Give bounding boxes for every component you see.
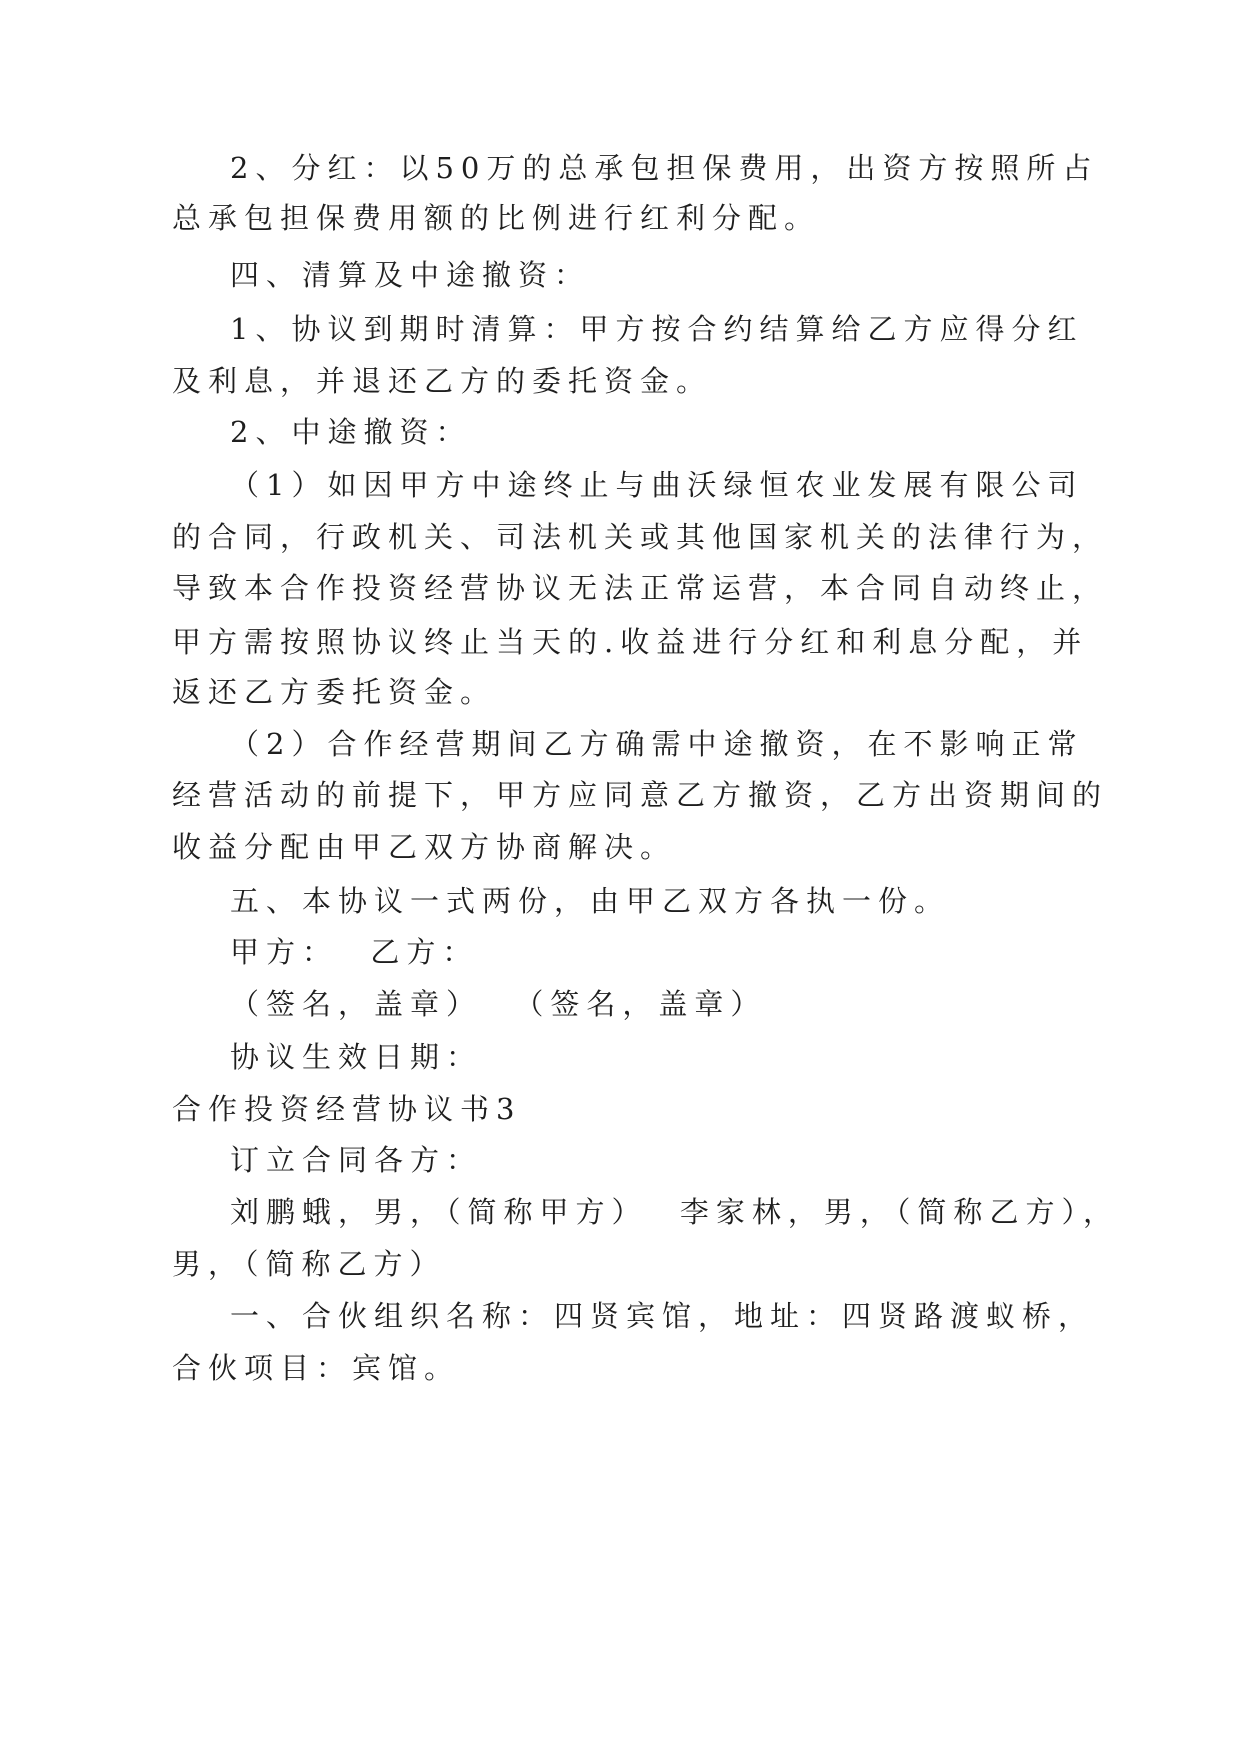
parties-line-1: 刘鹏蛾，男，（简称甲方） 李家林，男，（简称乙方）， (230, 1195, 1119, 1229)
clause-4-2-1-line-2: 的合同，行政机关、司法机关或其他国家机关的法律行为， (172, 520, 1109, 554)
clause-4-2-1-line-1: （1）如因甲方中途终止与曲沃绿恒农业发展有限公司 (230, 468, 1084, 502)
clause-4-2-2-line-3: 收益分配由甲乙双方协商解决。 (172, 830, 677, 864)
signature-stamp-labels: （签名，盖章） （签名，盖章） (230, 987, 767, 1021)
clause-3-2-dividend-line-2: 总承包担保费用额的比例进行红利分配。 (172, 201, 821, 235)
clause-4-2-1-line-3: 导致本合作投资经营协议无法正常运营，本合同自动终止， (172, 571, 1109, 605)
section-5-line: 五、本协议一式两份，由甲乙双方各执一份。 (230, 884, 951, 918)
article-1-line-2: 合伙项目：宾馆。 (172, 1351, 461, 1385)
clause-4-2-2-line-1: （2）合作经营期间乙方确需中途撤资，在不影响正常 (230, 727, 1084, 761)
clause-4-1-line-2: 及利息，并退还乙方的委托资金。 (172, 364, 713, 398)
agreement-3-title: 合作投资经营协议书3 (172, 1092, 522, 1126)
clause-4-2-2-line-2: 经营活动的前提下，甲方应同意乙方撤资，乙方出资期间的 (172, 778, 1109, 812)
contracting-parties-heading: 订立合同各方： (230, 1143, 483, 1177)
clause-4-2-heading: 2、中途撤资： (230, 415, 472, 449)
clause-4-2-1-line-4: 甲方需按照协议终止当天的.收益进行分红和利息分配，并 (172, 625, 1089, 659)
clause-4-2-1-line-5: 返还乙方委托资金。 (172, 675, 497, 709)
clause-3-2-dividend-line-1: 2、分红：以50万的总承包担保费用，出资方按照所占 (230, 151, 1099, 185)
clause-4-1-line-1: 1、协议到期时清算：甲方按合约结算给乙方应得分红 (230, 312, 1084, 346)
effective-date-label: 协议生效日期： (230, 1040, 483, 1074)
section-4-heading: 四、清算及中途撤资： (230, 258, 591, 292)
signature-parties: 甲方： 乙方： (230, 935, 479, 969)
parties-line-2: 男，（简称乙方） (172, 1247, 446, 1281)
article-1-line-1: 一、合伙组织名称：四贤宾馆，地址：四贤路渡蚁桥， (230, 1299, 1095, 1333)
